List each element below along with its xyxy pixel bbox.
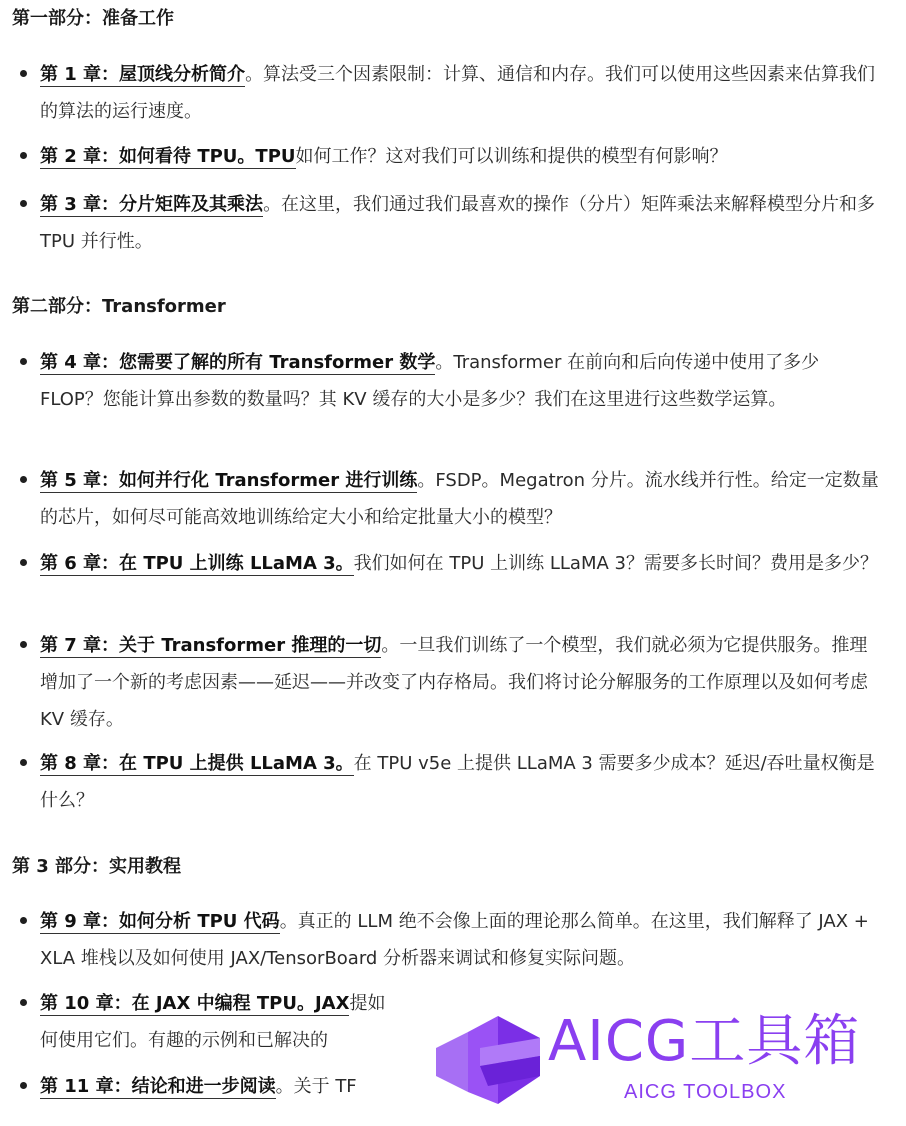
chapter-desc-1: 。算法受三个因素限制：计算、通信和内存。我们可以使用这些因素来估算我们的算法的运行速度。 bbox=[40, 64, 876, 122]
chapter-desc-8: 在 TPU v5e 上提供 LLaMA 3 需要多少成本？延迟/吞吐量权衡是什么？ bbox=[40, 753, 875, 811]
chapter-link-3[interactable]: 第 3 章：分片矩阵及其乘法 bbox=[40, 194, 264, 215]
part-heading-3: 第 3 部分：实用教程 bbox=[12, 856, 182, 877]
chapter-desc-2: 如何工作？这对我们可以训练和提供的模型有何影响？ bbox=[295, 146, 728, 167]
chapter-desc-10: 提如何使用它们。有趣的示例和已解决的 bbox=[40, 993, 386, 1051]
chapter-link-2[interactable]: 第 2 章：如何看待 TPU。TPU bbox=[40, 146, 296, 167]
bullet-dot bbox=[20, 759, 27, 766]
bullet-dot bbox=[20, 358, 27, 365]
chapter-desc-3: 。在这里，我们通过我们最喜欢的操作（分片）矩阵乘法来解释模型分片和多 TPU 并行性。 bbox=[40, 194, 876, 252]
chapter-desc-4: 。Transformer 在前向和后向传递中使用了多少 FLOP？您能计算出参数的数量吗？其 KV 缓存的大小是多少？我们在这里进行这些数学运算。 bbox=[40, 352, 820, 410]
bullet-dot bbox=[20, 999, 27, 1006]
bullet-dot bbox=[20, 152, 27, 159]
chapter-link-9[interactable]: 第 9 章：如何分析 TPU 代码 bbox=[40, 911, 280, 932]
chapter-desc-9: 。真正的 LLM 绝不会像上面的理论那么简单。在这里，我们解释了 JAX + XLA 堆栈以及如何使用 JAX/TensorBoard 分析器来调试和修复实际问题。 bbox=[40, 911, 869, 969]
aicg-logo-icon bbox=[428, 1002, 548, 1114]
watermark bbox=[388, 990, 906, 1126]
list-item-chapter-8 bbox=[20, 745, 875, 819]
chapter-desc-5: 。FSDP。Megatron 分片。流水线并行性。给定一定数量的芯片，如何尽可能高效地训练给定大小和给定批量大小的模型？ bbox=[40, 470, 879, 528]
bullet-dot bbox=[20, 641, 27, 648]
bullet-dot bbox=[20, 70, 27, 77]
chapter-link-10[interactable]: 第 10 章：在 JAX 中编程 TPU。JAX bbox=[40, 993, 350, 1014]
watermark-subtitle: AICG TOOLBOX bbox=[624, 1081, 787, 1103]
list-item-chapter-6 bbox=[20, 545, 878, 582]
chapter-link-5[interactable]: 第 5 章：如何并行化 Transformer 进行训练 bbox=[40, 470, 418, 491]
bullet-dot bbox=[20, 200, 27, 207]
watermark-title: AICG工具箱 bbox=[548, 1009, 861, 1074]
chapter-link-7[interactable]: 第 7 章：关于 Transformer 推理的一切 bbox=[40, 635, 382, 656]
chapter-desc-11: 。关于 TF bbox=[275, 1076, 357, 1097]
part-heading-2: 第二部分：Transformer bbox=[12, 296, 226, 317]
list-item-chapter-3 bbox=[20, 186, 876, 260]
list-item-chapter-5 bbox=[20, 462, 879, 536]
chapter-link-8[interactable]: 第 8 章：在 TPU 上提供 LLaMA 3。 bbox=[40, 753, 354, 774]
bullet-dot bbox=[20, 559, 27, 566]
chapter-link-4[interactable]: 第 4 章：您需要了解的所有 Transformer 数学 bbox=[40, 352, 436, 373]
list-item-chapter-1 bbox=[20, 56, 876, 130]
list-item-chapter-2 bbox=[20, 138, 872, 175]
chapter-link-1[interactable]: 第 1 章：屋顶线分析简介 bbox=[40, 64, 246, 85]
bullet-dot bbox=[20, 1082, 27, 1089]
list-item-chapter-7 bbox=[20, 627, 872, 738]
chapter-link-6[interactable]: 第 6 章：在 TPU 上训练 LLaMA 3。 bbox=[40, 553, 354, 574]
bullet-dot bbox=[20, 917, 27, 924]
bullet-dot bbox=[20, 476, 27, 483]
list-item-chapter-4 bbox=[20, 344, 872, 418]
part-heading-1: 第一部分：准备工作 bbox=[12, 8, 174, 29]
chapter-desc-6: 我们如何在 TPU 上训练 LLaMA 3？需要多长时间？费用是多少？ bbox=[353, 553, 878, 574]
chapter-desc-7: 。一旦我们训练了一个模型，我们就必须为它提供服务。推理增加了一个新的考虑因素——延迟——并改变了内存格局。我们将讨论分解服务的工作原理以及如何考虑 KV 缓存。 bbox=[40, 635, 868, 730]
list-item-chapter-9 bbox=[20, 903, 872, 977]
chapter-link-11[interactable]: 第 11 章：结论和进一步阅读 bbox=[40, 1076, 276, 1097]
